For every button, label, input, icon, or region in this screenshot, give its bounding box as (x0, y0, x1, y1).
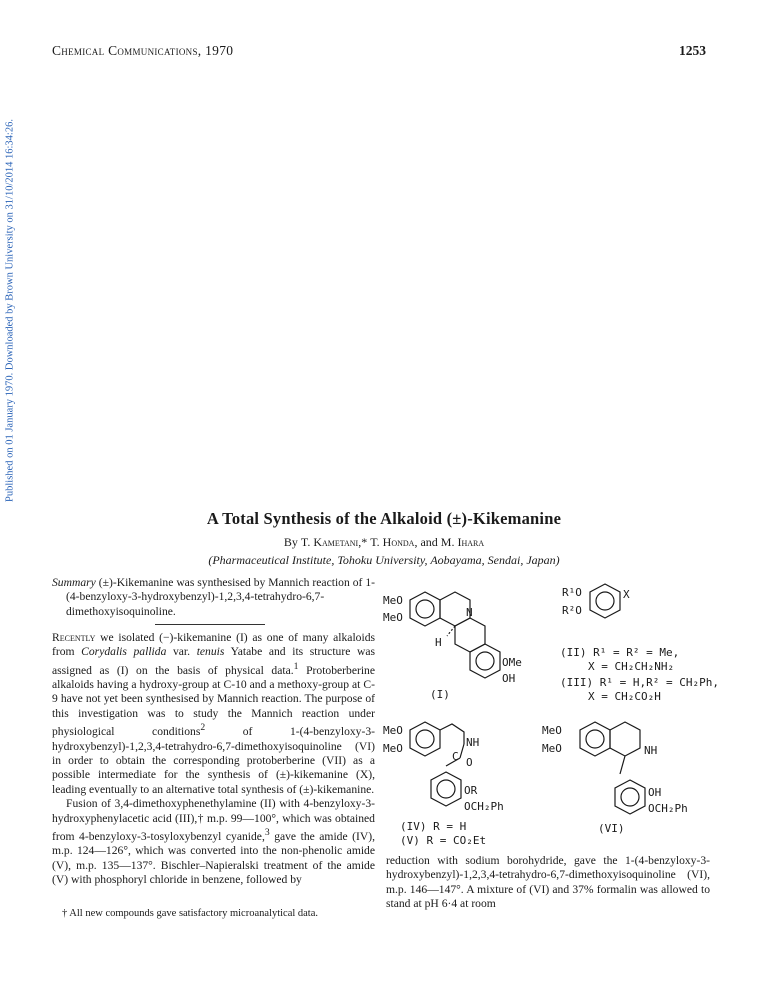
s2-r2o: R²O (562, 604, 582, 617)
s4-meo-2: MeO (542, 742, 562, 755)
summary-label: Summary (52, 576, 96, 589)
body-text: of 1-(4-benzyloxy-3-hydroxybenzyl)-1,2,3,4-tetrahydro-6,7-dimethoxyisoquinoline (VI) in order to obtain the corresponding protoberberine (VII) as a possible intermediate for the synthesis of (±)-kikemanine (X), leading eventually to an alternative total synthesis of (±)-kikemanine. (52, 725, 375, 796)
reference-3[interactable]: 3 (264, 827, 270, 838)
s3-carbonyl-c: C (452, 750, 459, 763)
structure-scheme (380, 574, 720, 848)
s3-och2ph: OCH₂Ph (464, 800, 504, 813)
body-text: gave the amide (IV), m.p. 124—126°, which was converted into the non-phenolic amide (V), m.p. 135—137°. Bischler–Napieralski treatment of the amide (V) with phosphoryl chloride in benzene, followed by (52, 829, 375, 887)
body-text: Fusion of 3,4-dimethoxyphenethylamine (II) with 4-benzyloxy-3-hydroxyphenylacetic acid (III), (52, 797, 375, 825)
body-text: m.p. 99—100°, which was obtained from 4-benzyloxy-3-tosyloxybenzyl cyanide, (52, 811, 375, 843)
s3-or: OR (464, 784, 478, 797)
s2-line-4: X = CH₂CO₂H (588, 690, 661, 703)
authors-and: and (420, 535, 438, 549)
s3-nh: NH (466, 736, 480, 749)
summary-divider (155, 624, 265, 625)
body-text: Yatabe and its structure was assigned as (I) on the basis of physical data. (52, 645, 376, 677)
species-name: Corydalis pallida (81, 645, 167, 659)
article-authors (0, 535, 768, 550)
s1-hydrogen: H (435, 636, 442, 649)
s4-meo-1: MeO (542, 724, 562, 737)
s1-ome: OMe (502, 656, 522, 669)
s3-meo-1: MeO (383, 724, 403, 737)
author-kametani: T. Kametani,* (300, 535, 368, 549)
structure-IV-V (410, 722, 464, 806)
s3-carbonyl-o: O (466, 756, 473, 769)
reference-1[interactable]: 1 (293, 660, 299, 672)
download-notice[interactable] (5, 71, 16, 551)
affiliation: (Pharmaceutical Institute, Tohoku University, Aobayama, Sendai, Japan) (208, 553, 560, 567)
footnote: † All new compounds gave satisfactory microanalytical data. (62, 908, 319, 919)
page-number: 1253 (679, 43, 706, 58)
s1-meo-2: MeO (383, 611, 403, 624)
s1-meo-1: MeO (383, 594, 403, 607)
summary-block (52, 576, 375, 619)
journal-header: Chemical Communications, 1970 (52, 43, 234, 58)
s3-meo-2: MeO (383, 742, 403, 755)
body-text: Protoberberine alkaloids having a hydroxy-group at C-10 and a methoxy-group at C-9 have not yet been synthesised by Mannich reaction. The purpose of this investigation was to study the Mannich reaction under physiological conditions (52, 663, 375, 739)
authors-prefix: By (283, 535, 298, 549)
s4-nh: NH (644, 744, 658, 757)
structure-VI (580, 722, 645, 814)
s2-r1o: R¹O (562, 586, 582, 599)
s1-label: (I) (430, 688, 450, 701)
author-ihara: M. Ihara (440, 535, 485, 549)
body-left-column (52, 631, 375, 887)
s4-oh: OH (648, 786, 662, 799)
s4-label: (VI) (598, 822, 625, 835)
summary-text: (±)-Kikemanine was synthesised by Mannich reaction of 1-(4-benzyloxy-3-hydroxybenzyl)-1,2,3,4-tetrahydro-6,7-dimethoxyisoquinoline. (66, 576, 375, 618)
body-text: reduction with sodium borohydride, gave the 1-(4-benzyloxy-3-hydroxybenzyl)-1,2,3,4-tetrahydro-6,7-dimethoxyisoquinoline (VI), m.p. 146—147°. A mixture of (VI) and 37% formalin was allowed to stand at pH 6·4 at room (386, 854, 710, 911)
s1-nitrogen: N (466, 606, 473, 619)
download-notice-text: Published on 01 January 1970. Downloaded by Brown University on 31/10/2014 16:34:26. (4, 119, 16, 502)
body-text: we isolated (−)-kikemanine (I) as one of many alkaloids from (52, 631, 375, 659)
reference-2[interactable]: 2 (200, 722, 206, 734)
body-text: var. (166, 645, 197, 659)
footnote-marker[interactable]: † (197, 811, 204, 825)
author-honda: T. Honda, (370, 535, 418, 549)
s2-line-1: (II) R¹ = R² = Me, (560, 646, 680, 659)
article-title: A Total Synthesis of the Alkaloid (±)-Kikemanine (206, 509, 562, 528)
s2-line-3: (III) R¹ = H,R² = CH₂Ph, (560, 676, 719, 689)
structure-I (410, 592, 500, 678)
body-right-column (386, 854, 710, 912)
variety-name: tenuis (196, 645, 225, 659)
s2-x: X (623, 588, 630, 601)
s3-line-2: (V) R = CO₂Et (400, 834, 487, 847)
structure-II-III (590, 584, 620, 618)
s4-och2ph: OCH₂Ph (648, 802, 688, 815)
s1-oh: OH (502, 672, 516, 685)
s3-line-1: (IV) R = H (400, 820, 467, 833)
s2-line-2: X = CH₂CH₂NH₂ (588, 660, 675, 673)
lead-word: Recently (52, 631, 96, 644)
